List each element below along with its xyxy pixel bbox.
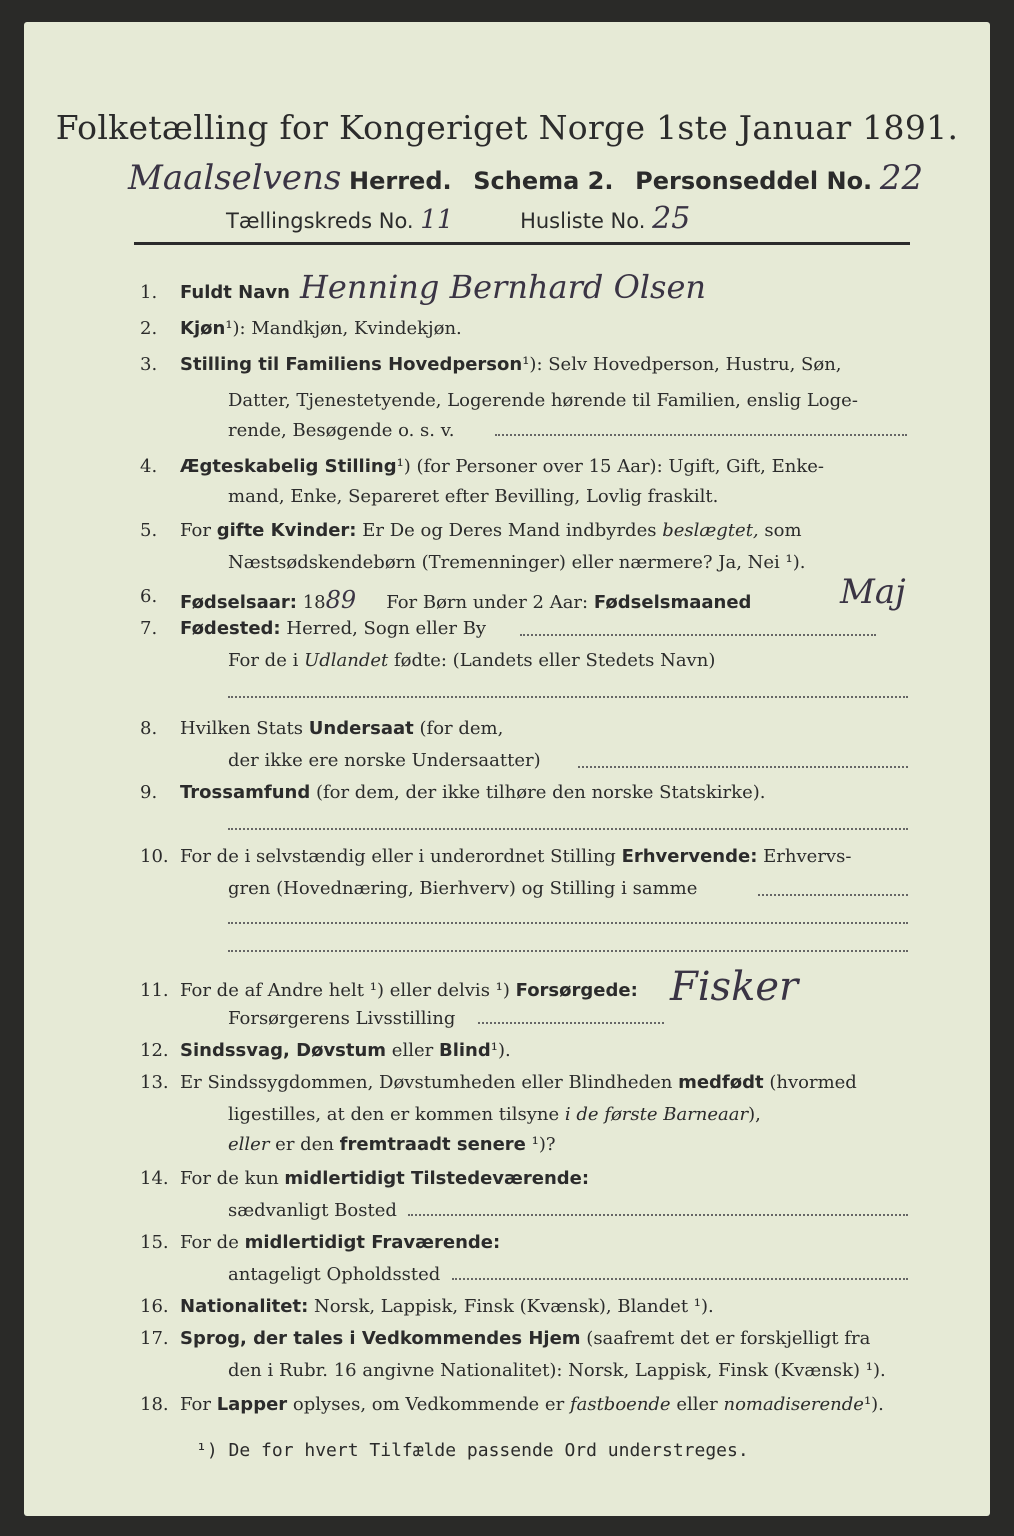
item-text-line2: Næstsødskendebørn (Tremenninger) eller nærmere? Ja, Nei ¹). — [228, 552, 806, 573]
item-label: Fødselsaar: — [180, 592, 297, 613]
item-number: 10. — [140, 846, 169, 867]
item-text: ¹): Selv Hovedperson, Hustru, Søn, — [522, 354, 842, 375]
dotted-line — [228, 922, 908, 924]
dotted-line — [495, 434, 907, 436]
item-text: fødte: (Landets eller Stedets Navn) — [393, 650, 716, 671]
item-label: Fødselsmaaned — [593, 592, 752, 613]
dotted-line — [228, 950, 908, 952]
item-label: midlertidigt Fraværende: — [244, 1232, 501, 1253]
item-suffix: ¹). — [863, 1394, 884, 1415]
item-label: Undersaat — [308, 718, 414, 739]
item-number: 7. — [140, 618, 158, 639]
item-number: 17. — [140, 1328, 169, 1349]
item-italic: eller — [228, 1134, 270, 1155]
item-text-line2: sædvanligt Bosted — [228, 1200, 397, 1221]
item-italic: beslægtet, — [662, 520, 759, 541]
item-text-line2: Datter, Tjenestetyende, Logerende hørende til Familien, enslig Loge- — [228, 390, 858, 411]
item-text: For de kun — [180, 1168, 279, 1189]
item-suffix: (for dem, — [419, 718, 504, 739]
item-text: For de — [180, 1232, 239, 1253]
item-label: Sindssvag, Døvstum — [180, 1040, 387, 1061]
item-text-line2: den i Rubr. 16 angivne Nationalitet): Norsk, Lappisk, Finsk (Kvænsk) ¹). — [228, 1360, 886, 1381]
item-text: Er De og Deres Mand indbyrdes — [362, 520, 657, 541]
item-text: For Børn under 2 Aar: — [386, 592, 589, 613]
item-text-line2: ligestilles, at den er kommen tilsyne — [228, 1104, 560, 1125]
item-label: fremtraadt senere — [339, 1134, 526, 1155]
item-text: Er Sindssygdommen, Døvstumheden eller Blindheden — [180, 1072, 673, 1093]
item-number: 2. — [140, 318, 158, 339]
item-italic: i de første Barneaar — [564, 1104, 749, 1125]
dotted-line — [228, 696, 908, 698]
item-suffix: ¹)? — [531, 1134, 556, 1155]
item-number: 4. — [140, 456, 158, 477]
item-text-line2: antageligt Opholdssted — [228, 1264, 441, 1285]
dotted-line — [478, 1022, 664, 1024]
husliste-label: Husliste No. — [520, 209, 646, 233]
item-number: 18. — [140, 1394, 169, 1415]
schema-label: Schema 2. — [473, 167, 614, 195]
kreds-label: Tællingskreds No. — [226, 209, 414, 233]
item-text-line3: rende, Besøgende o. s. v. — [228, 420, 455, 441]
item-suffix: Erhvervs- — [763, 846, 852, 867]
provider-occupation-handwritten: Fisker — [670, 964, 799, 1010]
item-italic: fastboende — [569, 1394, 671, 1415]
header-rule — [134, 242, 910, 245]
item-text: (for dem, der ikke tilhøre den norske Statskirke). — [315, 782, 766, 803]
item-text: For de af Andre helt ¹) eller delvis ¹) — [180, 980, 510, 1001]
item-number: 11. — [140, 980, 169, 1001]
item-label: Lapper — [216, 1394, 288, 1415]
item-text: eller — [676, 1394, 718, 1415]
item-text: Hvilken Stats — [180, 718, 304, 739]
item-text: (saafremt det er forskjelligt fra — [586, 1328, 871, 1349]
item-label: Forsørgede: — [515, 980, 638, 1001]
item-label: Stilling til Familiens Hovedperson — [180, 354, 523, 375]
item-text-line2: Forsørgerens Livsstilling — [228, 1008, 456, 1029]
item-label: Ægteskabelig Stilling — [180, 456, 397, 477]
personseddel-label: Personseddel No. — [635, 167, 873, 195]
herred-line — [128, 158, 923, 198]
item-text-line2: For de i — [228, 650, 299, 671]
item-number: 12. — [140, 1040, 169, 1061]
dotted-line — [758, 894, 908, 896]
item-prefix: For — [180, 520, 211, 541]
item-text-line2: mand, Enke, Separeret efter Bevilling, Lovlig fraskilt. — [228, 486, 719, 507]
item-label: Kjøn — [180, 318, 226, 339]
item-text-line2: der ikke ere norske Undersaatter) — [228, 750, 541, 771]
item-text: Herred, Sogn eller By — [286, 618, 487, 639]
dotted-line — [520, 634, 876, 636]
item-text: For de i selvstændig eller i underordnet Stilling — [180, 846, 616, 867]
item-label: Erhvervende: — [621, 846, 758, 867]
item-italic: Udlandet — [304, 650, 389, 671]
item-label: midlertidigt Tilstedeværende: — [284, 1168, 590, 1189]
item-label: Fødested: — [180, 618, 281, 639]
item-label: Trossamfund — [180, 782, 311, 803]
footnote: ¹) De for hvert Tilfælde passende Ord understreges. — [196, 1440, 749, 1461]
item-number: 6. — [140, 586, 158, 607]
personseddel-number: 22 — [879, 158, 924, 198]
item-text: 18 — [302, 592, 326, 613]
item-number: 13. — [140, 1072, 169, 1093]
item-suffix: som — [764, 520, 802, 541]
item-label: Sprog, der tales i Vedkommendes Hjem — [180, 1328, 581, 1349]
item-text: eller — [391, 1040, 434, 1061]
kreds-line — [226, 201, 690, 236]
husliste-number: 25 — [652, 201, 691, 236]
item-label: gifte Kvinder: — [216, 520, 357, 541]
form-title: Folketælling for Kongeriget Norge 1ste Januar 1891. — [55, 108, 959, 147]
herred-label: Herred. — [349, 167, 452, 195]
full-name-handwritten: Henning Bernhard Olsen — [300, 268, 706, 306]
item-number: 16. — [140, 1296, 169, 1317]
item-label: medfødt — [678, 1072, 764, 1093]
item-text-line2: gren (Hovednæring, Bierhverv) og Stilling i samme — [228, 878, 698, 899]
item-text: oplyses, om Vedkommende er — [292, 1394, 565, 1415]
dotted-line — [452, 1278, 908, 1280]
item-number: 3. — [140, 354, 158, 375]
item-text: Norsk, Lappisk, Finsk (Kvænsk), Blandet ¹). — [314, 1296, 714, 1317]
item-number: 5. — [140, 520, 158, 541]
item-italic: nomadiserende — [723, 1394, 864, 1415]
item-label: Nationalitet: — [180, 1296, 309, 1317]
item-text: er den — [275, 1134, 334, 1155]
dotted-line — [408, 1214, 908, 1216]
dotted-line — [578, 766, 908, 768]
item-label: Fuldt Navn — [180, 282, 290, 303]
item-number: 8. — [140, 718, 158, 739]
item-prefix: For — [180, 1394, 211, 1415]
item-label: Blind — [438, 1040, 491, 1061]
birth-month-handwritten: Maj — [840, 572, 906, 612]
item-text: ), — [748, 1104, 761, 1125]
item-text: ¹): Mandkjøn, Kvindekjøn. — [225, 318, 462, 339]
item-number: 1. — [140, 282, 158, 303]
item-number: 9. — [140, 782, 158, 803]
item-number: 15. — [140, 1232, 169, 1253]
item-text: ¹) (for Personer over 15 Aar): Ugift, Gift, Enke- — [396, 456, 824, 477]
birth-year-handwritten: 89 — [325, 586, 357, 614]
item-suffix: (hvormed — [769, 1072, 857, 1093]
kreds-number: 11 — [420, 205, 454, 235]
herred-name-handwritten: Maalselvens — [128, 158, 342, 198]
item-suffix: ¹). — [490, 1040, 511, 1061]
dotted-line — [228, 828, 908, 830]
item-number: 14. — [140, 1168, 169, 1189]
